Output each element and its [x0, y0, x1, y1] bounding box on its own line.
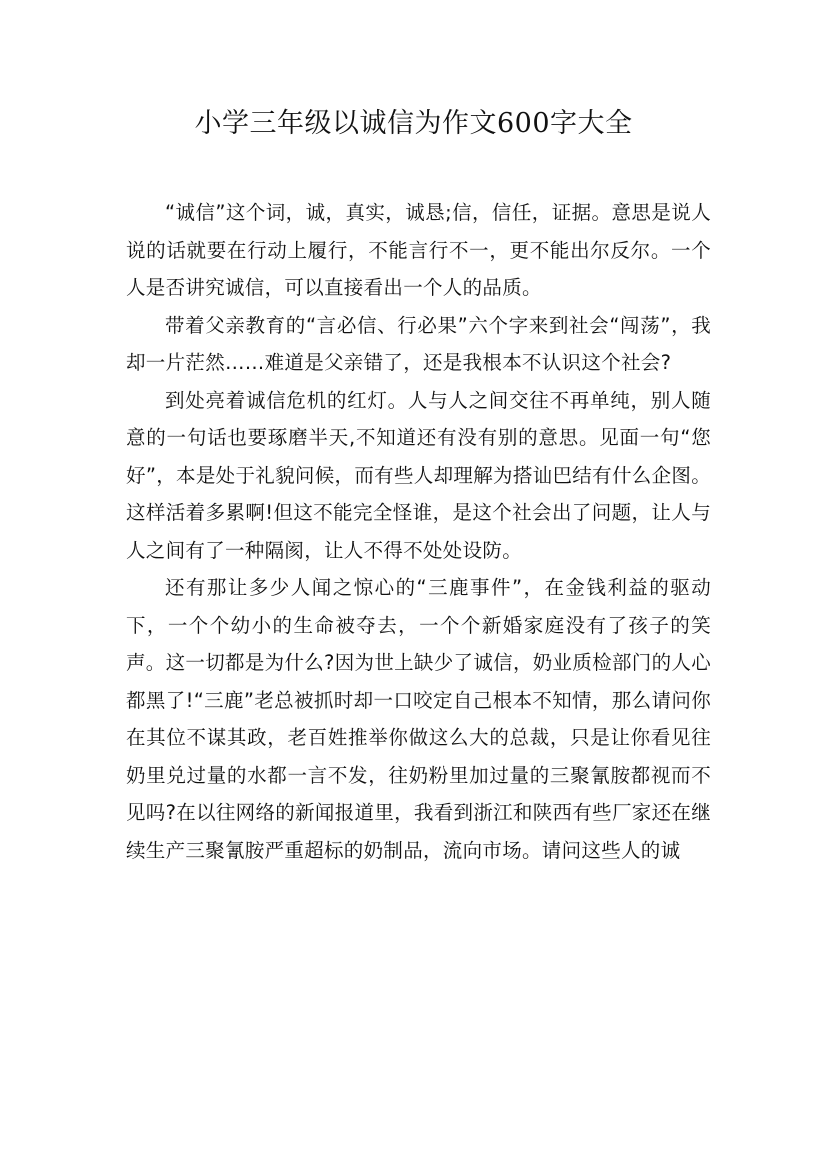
document-title: 小学三年级以诚信为作文600字大全 — [194, 108, 633, 139]
document-body — [126, 194, 711, 869]
paragraph-3: 到处亮着诚信危机的红灯。人与人之间交往不再单纯，别人随意的一句话也要琢磨半天,不知道还有没有别的意思。见面一句“您好”，本是处于礼貌问候，而有些人却理解为搭讪巴结有什么企图。这样活着多累啊!但这不能完全怪谁，是这个社会出了问题，让人与人之间有了一种隔阂，让人不得不处处设防。 — [126, 388, 711, 562]
paragraph-1: “诚信”这个词，诚，真实，诚恳;信，信任，证据。意思是说人说的话就要在行动上履行，不能言行不一，更不能出尔反尔。一个人是否讲究诚信，可以直接看出一个人的品质。 — [126, 201, 711, 299]
paragraph-4: 还有那让多少人闻之惊心的“三鹿事件”，在金钱利益的驱动下，一个个幼小的生命被夺去，一个个新婚家庭没有了孩子的笑声。这一切都是为什么?因为世上缺少了诚信，奶业质检部门的人心都黑了!“三鹿”老总被抓时却一口咬定自己根本不知情，那么请问你在其位不谋其政，老百姓推举你做这么大的总裁，只是让你看见往奶里兑过量的水都一言不发，往奶粉里加过量的三聚氰胺都视而不见吗?在以往网络的新闻报道里，我看到浙江和陕西有些厂家还在继续生产三聚氰胺严重超标的奶制品，流向市场。请问这些人的诚 — [126, 576, 711, 862]
paragraph-2: 带着父亲教育的“言必信、行必果”六个字来到社会“闯荡”，我却一片茫然……难道是父亲错了，还是我根本不认识这个社会? — [126, 313, 711, 374]
